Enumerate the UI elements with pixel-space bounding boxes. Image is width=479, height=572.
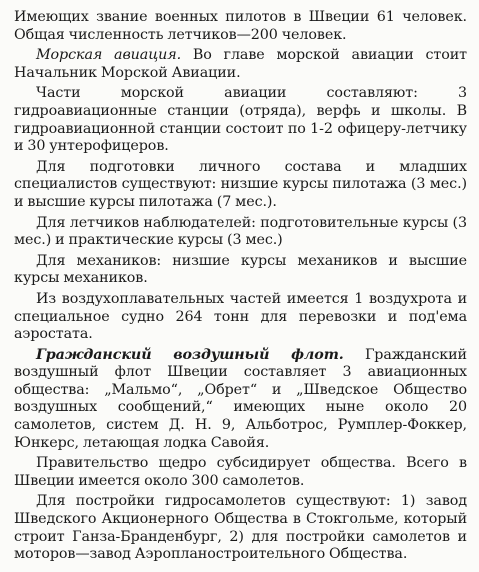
paragraph-text: Для подготовки личного состава и младших специалистов существуют: низшие курсы пилотажа (3 мес.) и высшие курсы пилотажа (7 мес.). — [14, 158, 467, 210]
paragraph-naval-aviation-head — [14, 47, 467, 82]
paragraph-text: Для летчиков наблюдателей: подготовительные курсы (3 мес.) и практические курсы (3 мес.) — [14, 214, 467, 249]
paragraph-text: Из воздухоплавательных частей имеется 1 воздухрота и специальное судно 264 тонн для перевозки и под'ема аэростата. — [14, 290, 467, 343]
paragraph-pilots-count — [14, 9, 467, 44]
paragraph-text: Во главе морской авиации стоит Начальник Морской Авиации. — [14, 47, 467, 81]
paragraph-mechanic-courses — [14, 253, 467, 288]
paragraph-text: Имеющих звание военных пилотов в Швеции 61 человек. Общая численность летчиков—200 человек. — [14, 9, 467, 43]
paragraph-text: Правительство щедро субсидирует общества. Всего в Швеции имеется около 300 самолетов. — [14, 455, 467, 489]
paragraph-civil-aviation — [14, 347, 467, 453]
paragraph-text: Части морской авиации составляют: 3 гидроавиационные станции (отряда), верфь и школы. В гидроавиационной станции состоит по 1-2 офицеру-летчику и 30 унтерофицеров. — [14, 85, 467, 155]
paragraph-text: Для механиков: низшие курсы механиков и высшие курсы механиков. — [14, 252, 467, 287]
section-heading-civil-aviation: Гражданский воздушный флот. — [36, 346, 344, 363]
paragraph-text: Гражданский воздушный флот Швеции составляет 3 авиационных общества: „Мальмо“, „Обрет“ и „Шведское Общество воздушных сообщений,“ имеющих ныне около 20 самолетов, систем Д. Н. 9, Альботрос, Румплер-Фоккер, Юнкерс, летающая лодка Савойя. — [14, 346, 467, 451]
paragraph-aeronautic-units — [14, 291, 467, 344]
paragraph-training-courses — [14, 159, 467, 212]
paragraph-text: Для постройки гидросамолетов существуют: 1) завод Шведского Акционерного Общества в Стокгольме, который строит Ганза-Бранденбург, 2) для постройки самолетов и моторов—завод Аэропланостроительного Общества. — [14, 493, 467, 563]
section-heading-naval-aviation: Морская авиация. — [36, 47, 182, 64]
paragraph-seaplane-factories — [14, 493, 467, 563]
paragraph-observer-courses — [14, 215, 467, 250]
paragraph-naval-units — [14, 85, 467, 155]
paragraph-government-subsidy — [14, 455, 467, 490]
